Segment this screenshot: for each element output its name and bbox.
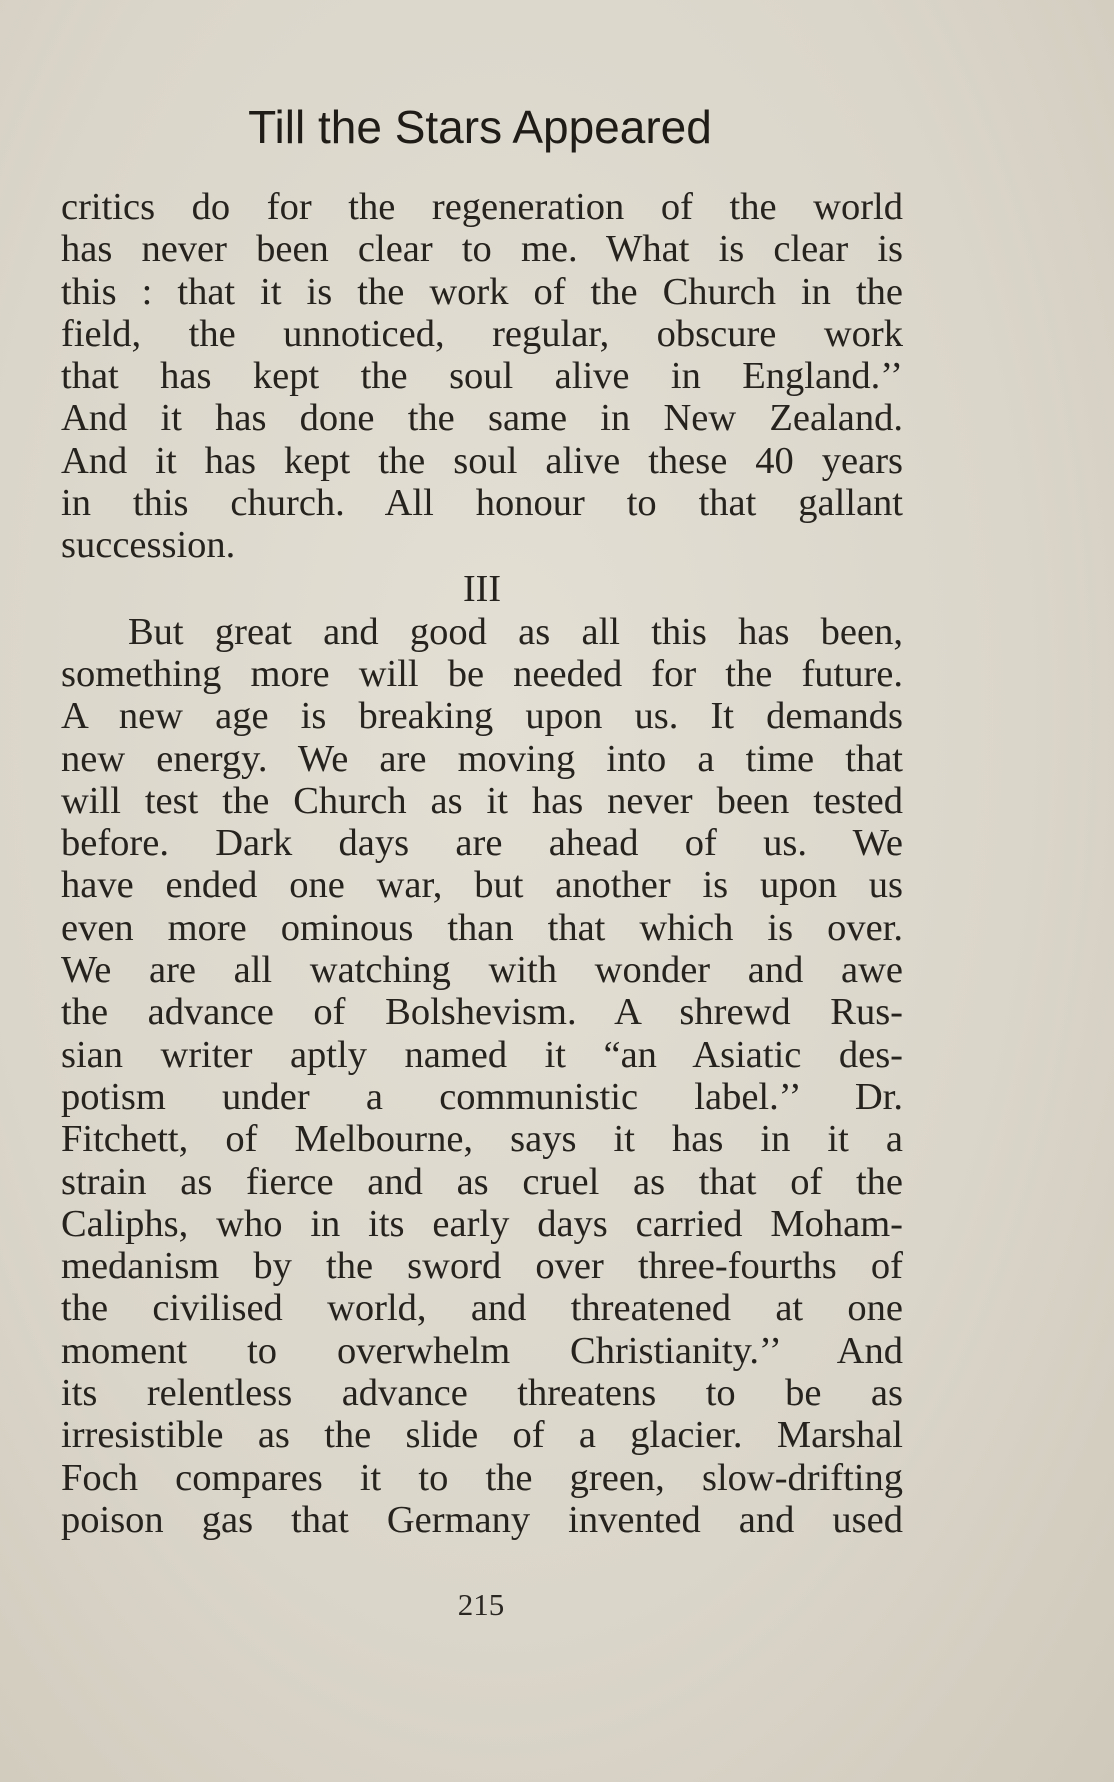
text-line: has never been clear to me. What is clear is <box>61 228 903 271</box>
text-line: poison gas that Germany invented and used <box>61 1498 903 1541</box>
text-line: Foch compares it to the green, slow-drifting <box>61 1456 903 1499</box>
text-line: strain as fierce and as cruel as that of the <box>61 1160 903 1203</box>
page-number: 215 <box>457 1587 505 1622</box>
text-line: this : that it is the work of the Church in the <box>61 270 903 313</box>
text-line: potism under a communistic label.’’ Dr. <box>61 1075 903 1118</box>
text-line: critics do for the regeneration of the world <box>61 186 903 228</box>
text-line: moment to overwhelm Christianity.’’ And <box>61 1329 903 1372</box>
text-line: medanism by the sword over three-fourths of <box>61 1245 903 1288</box>
text-line: before. Dark days are ahead of us. We <box>61 822 903 865</box>
section-heading: III <box>463 567 501 610</box>
text-line: its relentless advance threatens to be as <box>61 1372 903 1415</box>
text-line: A new age is breaking upon us. It demands <box>61 695 903 738</box>
text-line: have ended one war, but another is upon us <box>61 864 903 907</box>
text-line: the civilised world, and threatened at one <box>61 1287 903 1330</box>
text-line: new energy. We are moving into a time that <box>61 737 903 780</box>
text-line: field, the unnoticed, regular, obscure work <box>61 312 903 355</box>
text-line: irresistible as the slide of a glacier. Marshal <box>61 1414 903 1457</box>
text-line: We are all watching with wonder and awe <box>61 949 903 992</box>
text-line: the advance of Bolshevism. A shrewd Rus- <box>61 991 903 1034</box>
text-line: And it has done the same in New Zealand. <box>61 397 903 440</box>
running-head: Till the Stars Appeared <box>248 101 712 153</box>
text-line: succession. <box>61 524 236 567</box>
text-line: sian writer aptly named it “an Asiatic des- <box>61 1033 903 1076</box>
text-line: that has kept the soul alive in England.’’ <box>61 355 903 398</box>
text-line: even more ominous than that which is over. <box>61 906 903 949</box>
text-line: Fitchett, of Melbourne, says it has in it a <box>61 1118 903 1161</box>
text-line: in this church. All honour to that gallant <box>61 482 903 525</box>
text-line: And it has kept the soul alive these 40 years <box>61 439 903 482</box>
text-line: Caliphs, who in its early days carried Moham- <box>61 1202 903 1245</box>
body-text <box>61 186 903 1541</box>
text-line: will test the Church as it has never been tested <box>61 779 903 822</box>
text-line: But great and good as all this has been, <box>128 610 903 653</box>
text-line: something more will be needed for the future. <box>61 652 903 695</box>
